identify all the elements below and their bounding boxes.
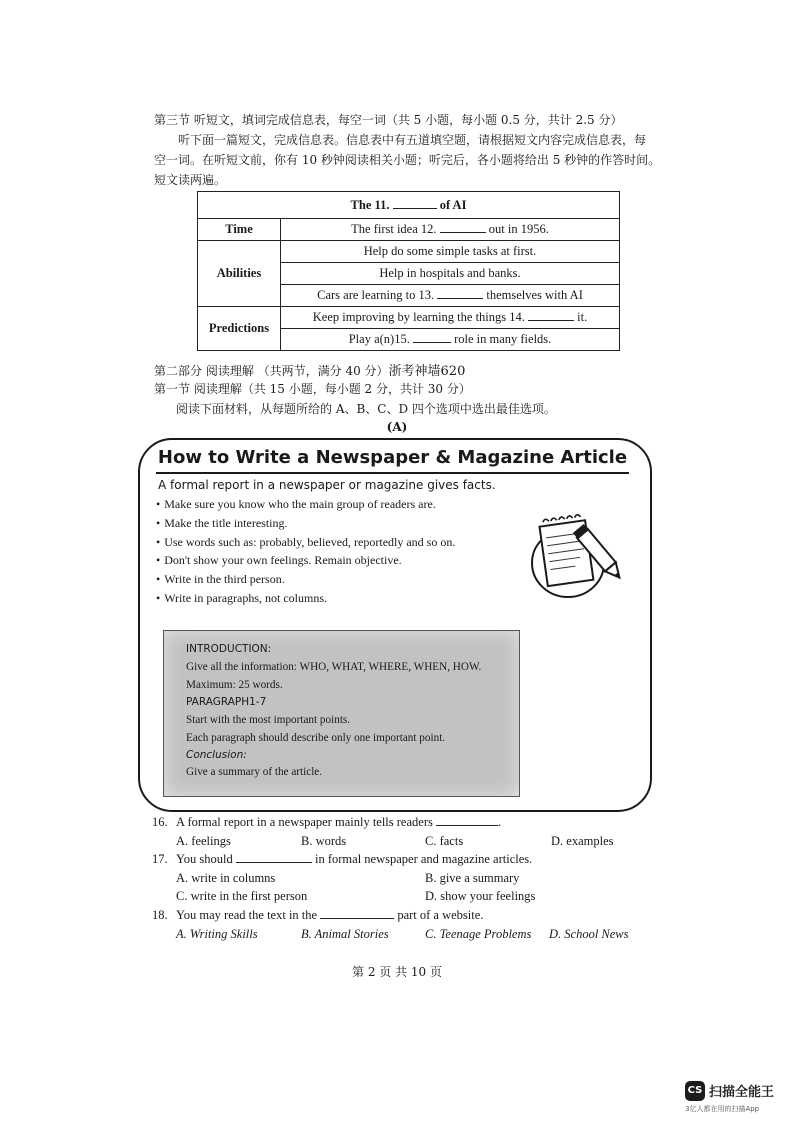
watermark-subtitle: 3亿人都在用的扫描App: [685, 1105, 760, 1113]
page-footer: 第 2 页 共 10 页: [352, 965, 442, 979]
option-17d[interactable]: D. show your feelings: [425, 889, 536, 903]
ability-2: Help in hospitals and banks.: [281, 263, 620, 285]
blank-11[interactable]: [393, 208, 437, 209]
bullet-item: • Use words such as: probably, believed, reportedly and so on.: [156, 535, 455, 554]
writing-notes-panel: [163, 630, 520, 797]
option-16a[interactable]: A. feelings: [176, 834, 231, 848]
section3-instruction-3: 短文读两遍。: [154, 173, 227, 187]
option-17a[interactable]: A. write in columns: [176, 871, 276, 885]
answer-blank-16[interactable]: [436, 825, 498, 826]
info-table-title: The 11. of AI: [198, 192, 620, 219]
conclusion-heading: Conclusion:: [186, 749, 247, 761]
blank-14[interactable]: [528, 320, 574, 321]
bullet-item: • Don't show your own feelings. Remain objective.: [156, 553, 455, 572]
reading-instruction: 阅读下面材料，从每题所给的 A、B、C、D 四个选项中选出最佳选项。: [176, 402, 556, 416]
ability-3: Cars are learning to 13. themselves with AI: [281, 285, 620, 307]
prediction-1: Keep improving by learning the things 14. it.: [281, 307, 620, 329]
paragraph-line-1: Start with the most important points.: [186, 714, 351, 726]
article-lead: A formal report in a newspaper or magazine gives facts.: [158, 478, 496, 492]
blank-13[interactable]: [437, 298, 483, 299]
notepad-pencil-icon: [522, 505, 630, 605]
option-17b[interactable]: B. give a summary: [425, 871, 520, 885]
prediction-2: Play a(n)15. role in many fields.: [281, 329, 620, 351]
paragraph-heading: PARAGRAPH1-7: [186, 696, 267, 708]
bullet-item: • Make the title interesting.: [156, 516, 455, 535]
watermark-name: 扫描全能王: [709, 1085, 775, 1100]
answer-blank-18[interactable]: [320, 918, 394, 919]
option-18d[interactable]: D. School News: [549, 927, 629, 941]
stamp-text: 浙考神墙620: [388, 364, 466, 379]
passage-label: (A): [386, 420, 408, 434]
option-16d[interactable]: D. examples: [551, 834, 614, 848]
question-16: 16. A formal report in a newspaper mainly tells readers .: [152, 815, 502, 829]
abilities-label: Abilities: [198, 241, 281, 307]
bullet-item: • Write in the third person.: [156, 572, 455, 591]
section3-instruction-1: 听下面一篇短文，完成信息表。信息表中有五道填空题，请根据短文内容完成信息表，每: [178, 133, 647, 147]
ability-1: Help do some simple tasks at first.: [281, 241, 620, 263]
option-17c[interactable]: C. write in the first person: [176, 889, 308, 903]
part2-heading: 第二部分 阅读理解 （共两节，满分 40 分）浙考神墙620: [154, 364, 466, 379]
intro-heading: INTRODUCTION:: [186, 643, 272, 655]
option-18c[interactable]: C. Teenage Problems: [425, 927, 532, 941]
camscanner-logo-icon: CS: [685, 1081, 705, 1101]
info-table: [197, 191, 620, 351]
option-16b[interactable]: B. words: [301, 834, 347, 848]
paragraph-line-2: Each paragraph should describe only one important point.: [186, 732, 446, 744]
section3-instruction-2: 空一词。在听短文前，你有 10 秒钟阅读相关小题；听完后，各小题将给出 5 秒钟的作答时间。: [154, 153, 661, 167]
answer-blank-17[interactable]: [236, 862, 312, 863]
question-18: 18. You may read the text in the part of a website.: [152, 908, 484, 922]
option-16c[interactable]: C. facts: [425, 834, 464, 848]
bullet-item: • Make sure you know who the main group of readers are.: [156, 497, 455, 516]
intro-line-2: Maximum: 25 words.: [186, 679, 283, 691]
article-bullets: [156, 497, 455, 610]
section3-heading: 第三节 听短文，填词完成信息表，每空一词（共 5 小题，每小题 0.5 分，共计 2.5 分）: [154, 113, 623, 127]
blank-15[interactable]: [413, 342, 451, 343]
option-18a[interactable]: A. Writing Skills: [176, 927, 258, 941]
predictions-label: Predictions: [198, 307, 281, 351]
time-label: Time: [198, 219, 281, 241]
question-17: 17. You should in formal newspaper and magazine articles.: [152, 852, 533, 866]
reading-section-heading: 第一节 阅读理解（共 15 小题，每小题 2 分，共计 30 分）: [154, 382, 471, 396]
article-title: How to Write a Newspaper & Magazine Article: [156, 443, 629, 474]
time-cell: The first idea 12. out in 1956.: [281, 219, 620, 241]
blank-12[interactable]: [440, 232, 486, 233]
option-18b[interactable]: B. Animal Stories: [301, 927, 389, 941]
bullet-item: • Write in paragraphs, not columns.: [156, 591, 455, 610]
conclusion-line-1: Give a summary of the article.: [186, 766, 323, 778]
intro-line-1: Give all the information: WHO, WHAT, WHERE, WHEN, HOW.: [186, 661, 482, 673]
